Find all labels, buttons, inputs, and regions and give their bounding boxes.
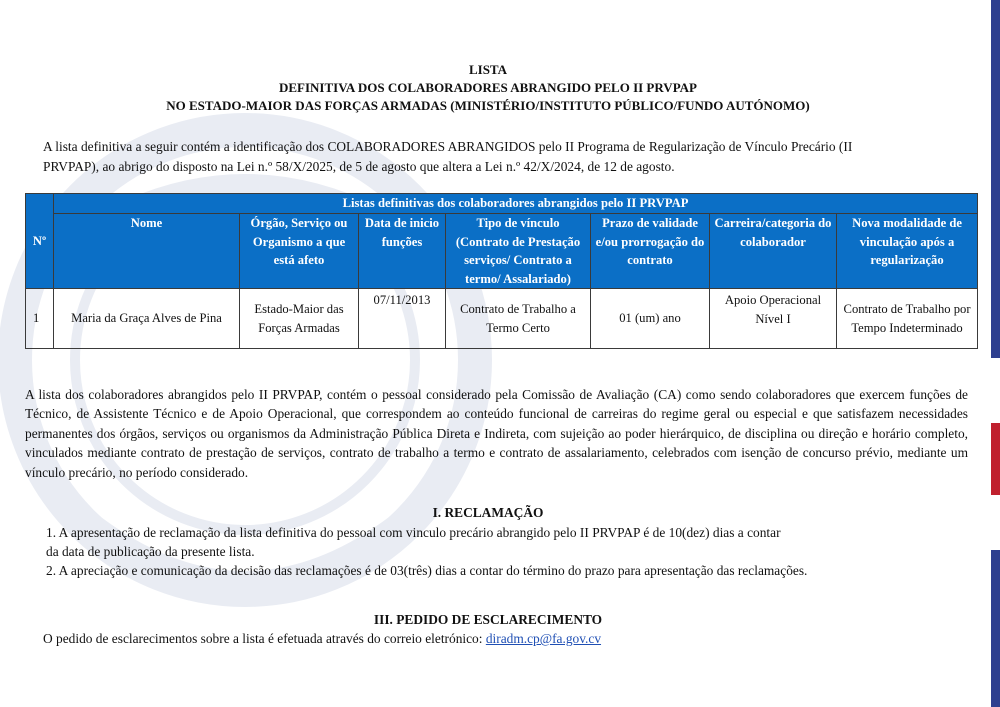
cell-bond-type: Contrato de Trabalho a Termo Certo — [446, 289, 591, 349]
table-caption: Listas definitivas dos colaboradores abrangidos pelo II PRVPAP — [54, 194, 978, 214]
col-header-name: Nome — [54, 214, 240, 289]
col-header-organ: Órgão, Serviço ou Organismo a que está afeto — [240, 214, 359, 289]
col-header-start-date: Data de inicio funções — [359, 214, 446, 289]
reclamacao-item-2: 2. A apreciação e comunicação da decisão das reclamações é de 03(três) dias a contar do término do prazo para apresentação das reclamações. — [46, 563, 808, 578]
cell-organ: Estado-Maior das Forças Armadas — [240, 289, 359, 349]
cell-start-date: 07/11/2013 — [359, 289, 446, 349]
section-title-esclarecimento: III. PEDIDO DE ESCLARECIMENTO — [373, 612, 603, 627]
cell-career: Apoio Operacional Nível I — [710, 289, 837, 349]
scope-paragraph: A lista dos colaboradores abrangidos pelo II PRVPAP, contém o pessoal considerado pela Comissão de Avaliação (CA) como sendo colaboradores que exercem funções de Técnico, de Assistente Técnico e de Apoio Operacional, que correspondem ao conteúdo funcional de carreiras do regime geral ou especial e que satisfazem necessidades permanentes dos órgãos, serviços ou organismos da Administração Pública Direta e Indireta, com sujeição ao poder hierárquico, de disciplina ou direção e horário completo, vinculados mediante contrato de prestação de serviços, contrato de trabalho a termo e contrato de assalariamento, celebrados com isenção de concurso prévio, mediante um vínculo precário, no período considerado. — [25, 387, 968, 480]
intro-paragraph — [43, 137, 953, 176]
table-row — [26, 289, 978, 349]
col-header-number: Nº — [26, 194, 54, 289]
cell-term: 01 (um) ano — [591, 289, 710, 349]
contact-email-link[interactable]: diradm.cp@fa.gov.cv — [485, 631, 602, 646]
reclamacao-item-1-line-2: da data de publicação da presente lista. — [46, 544, 255, 559]
esclarecimento-paragraph — [43, 629, 601, 648]
section-title-reclamacao: I. RECLAMAÇÃO — [432, 505, 544, 520]
col-header-term: Prazo de validade e/ou prorrogação do contrato — [591, 214, 710, 289]
doc-title-line-1: LISTA — [468, 62, 508, 77]
col-header-bond-type: Tipo de vínculo (Contrato de Prestação serviços/ Contrato a termo/ Assalariado) — [446, 214, 591, 289]
reclamacao-item-1-line-1: 1. A apresentação de reclamação da lista definitiva do pessoal com vinculo precário abrangido pelo II PRVPAP é de 10(dez) dias a contar — [46, 525, 781, 540]
doc-title-line-3: NO ESTADO-MAIOR DAS FORÇAS ARMADAS (MINISTÉRIO/INSTITUTO PÚBLICO/FUNDO AUTÓNOMO) — [166, 98, 810, 113]
cell-number: 1 — [26, 289, 54, 349]
col-header-career: Carreira/categoria do colaborador — [710, 214, 837, 289]
doc-title-line-2: DEFINITIVA DOS COLABORADORES ABRANGIDO PELO II PRVPAP — [278, 80, 697, 95]
col-header-new-modality: Nova modalidade de vinculação após a regularização — [837, 214, 978, 289]
intro-line-2: PRVPAP), ao abrigo do disposto na Lei n.º 58/X/2025, de 5 de agosto que altera a Lei n.º 42/X/2024, de 12 de agosto. — [43, 158, 675, 174]
esclarecimento-text: O pedido de esclarecimentos sobre a lista é efetuada através do correio eletrónico: — [43, 631, 483, 646]
colaboradores-table — [25, 193, 978, 349]
intro-line-1: A lista definitiva a seguir contém a identificação dos COLABORADORES ABRANGIDOS pelo II Programa de Regularização de Vínculo Precário (II — [43, 139, 853, 154]
cell-new-modality: Contrato de Trabalho por Tempo Indeterminado — [837, 289, 978, 349]
cell-name: Maria da Graça Alves de Pina — [54, 289, 240, 349]
